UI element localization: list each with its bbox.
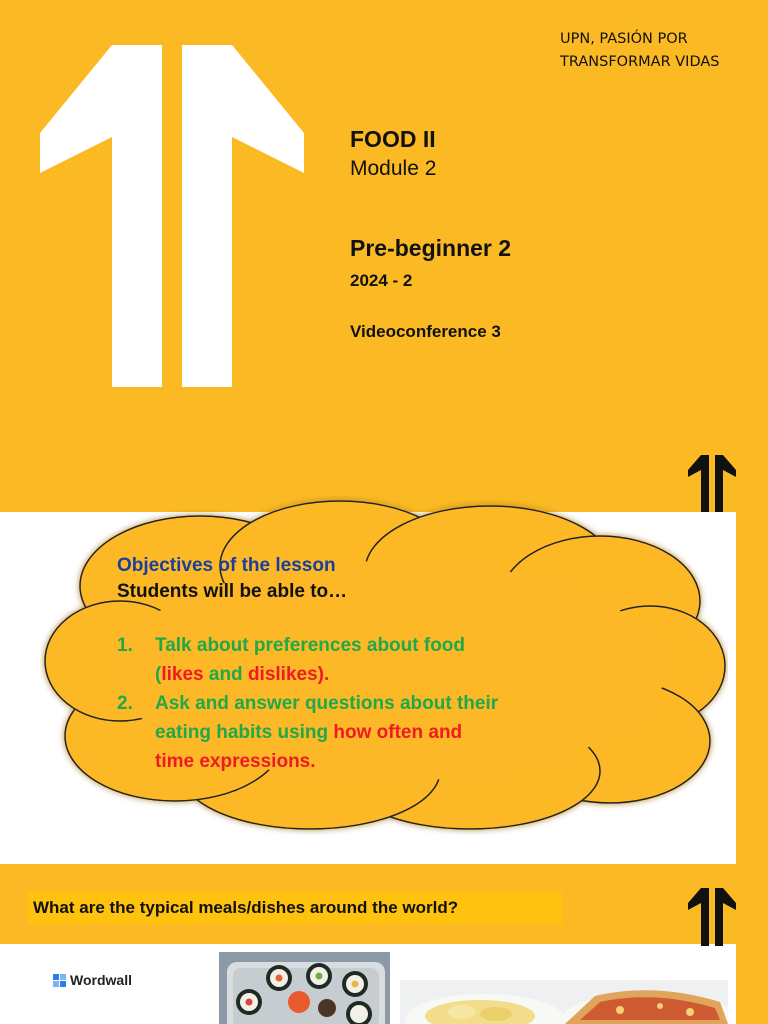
objective-item-2 — [117, 689, 587, 776]
tagline — [560, 28, 720, 74]
sushi-photo — [219, 952, 390, 1024]
course-title: FOOD II — [350, 126, 436, 152]
wordwall-link[interactable] — [53, 972, 132, 988]
module-label: Module 2 — [350, 157, 437, 180]
objective-1-dislikes: dislikes — [247, 664, 318, 685]
session-label: Videoconference 3 — [350, 322, 501, 341]
period-label: 2024 - 2 — [350, 271, 413, 290]
objective-1-paren-open: ( — [155, 664, 162, 685]
wordwall-label: Wordwall — [70, 972, 132, 988]
objective-1-paren-close: ). — [317, 664, 330, 685]
objective-number-2: 2. — [117, 693, 133, 714]
tagline-line-1: UPN, PASIÓN POR — [560, 31, 688, 47]
upn-small-logo-icon-2 — [688, 888, 736, 946]
wordwall-icon — [53, 974, 66, 987]
objective-1-text: Talk about preferences about food — [155, 635, 466, 656]
objective-1-likes: likes — [161, 664, 204, 685]
objectives-slide — [0, 512, 768, 864]
objective-2-text-a: Ask and answer questions about their — [155, 693, 499, 714]
objective-number-1: 1. — [117, 635, 133, 656]
objective-1-and: and — [203, 664, 248, 685]
pasta-pizza-photo — [400, 980, 728, 1024]
tagline-line-2: TRANSFORMAR VIDAS — [560, 54, 720, 70]
objectives-list — [117, 631, 587, 776]
upn-logo-icon — [38, 45, 306, 387]
objective-item-1 — [117, 631, 587, 689]
objectives-block — [117, 553, 587, 776]
level-label: Pre-beginner 2 — [350, 235, 512, 261]
objective-2-highlight-b: time expressions. — [155, 751, 316, 772]
side-strip — [736, 512, 768, 864]
objective-2-highlight-a: how often and — [333, 722, 463, 743]
objectives-title: Objectives of the lesson — [117, 555, 336, 576]
question-text: What are the typical meals/dishes around the world? — [33, 898, 459, 917]
objectives-subtitle: Students will be able to… — [117, 581, 348, 602]
objective-2-text-b: eating habits using — [155, 722, 334, 743]
